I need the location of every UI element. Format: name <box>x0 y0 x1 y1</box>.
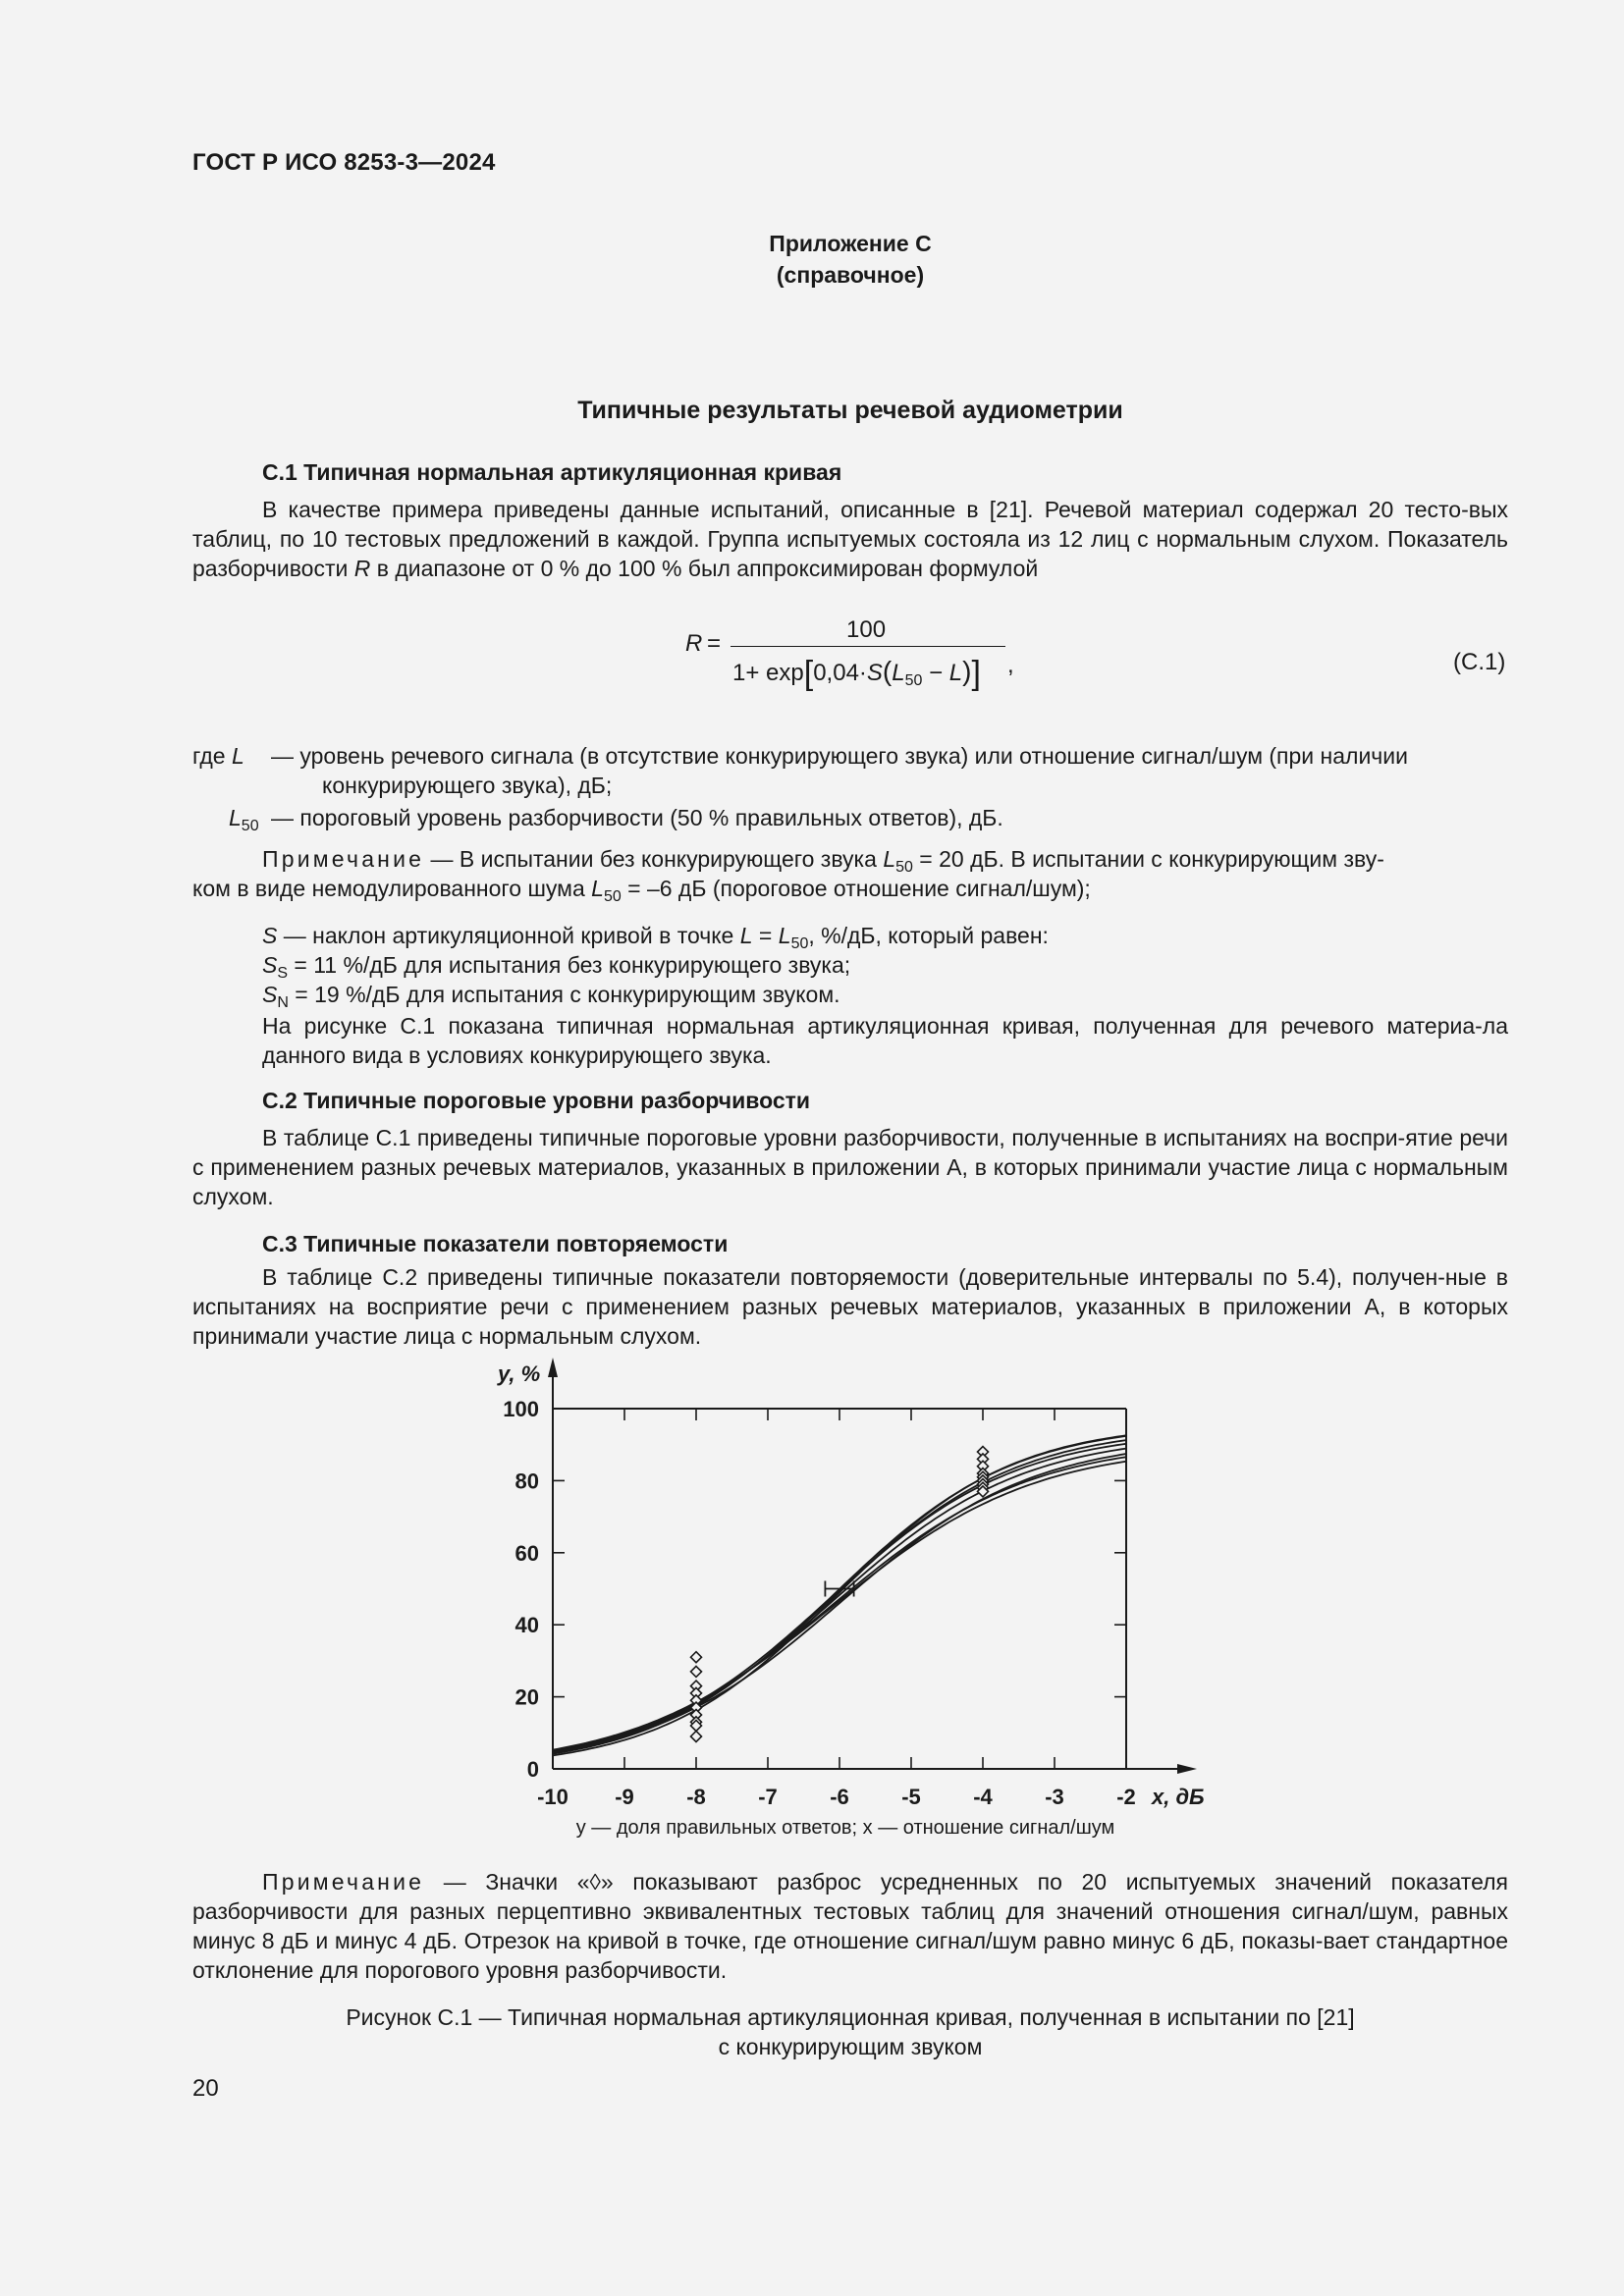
figure-caption <box>192 2002 1508 2061</box>
y-tick-label: 60 <box>514 1540 539 1566</box>
x-tick-label: -8 <box>686 1785 706 1809</box>
sn-sub: N <box>277 994 289 1011</box>
annex-heading <box>192 228 1508 291</box>
figure-caption-line-2: с конкурирующим звуком <box>718 2034 983 2059</box>
den-minus: − <box>929 660 944 686</box>
page-number: 20 <box>192 2075 219 2102</box>
definition-l: — уровень речевого сигнала (в отсутствие конкурирующего звука) или отношение сигнал/шум (при наличии <box>271 743 1408 769</box>
scatter-diamond <box>691 1652 702 1663</box>
annex-subtitle: (справочное) <box>776 262 925 288</box>
l50-letter: L <box>229 805 242 830</box>
den-s: S <box>866 660 883 686</box>
x-tick-label: -4 <box>973 1785 993 1809</box>
figure-reference-paragraph <box>262 1011 1508 1070</box>
x-axis-arrow <box>1177 1764 1197 1774</box>
where-word: где <box>192 743 226 769</box>
chart-legend-text: у — доля правильных ответов; х — отношение сигнал/шум <box>575 1817 1115 1839</box>
main-title: Типичные результаты речевой аудиометрии <box>577 397 1123 424</box>
den-coef: 0,04· <box>813 660 867 686</box>
note-line-2 <box>192 876 1091 905</box>
y-axis-arrow <box>548 1358 558 1377</box>
slope-sn <box>262 982 840 1011</box>
ss-text: = 11 %/дБ для испытания без конкурирующего звука; <box>288 952 851 978</box>
paren-open: ( <box>882 656 893 686</box>
scatter-diamond <box>691 1731 702 1741</box>
articulation-curve <box>553 1462 1126 1750</box>
section-c2-heading: С.2 Типичные пороговые уровни разборчивости <box>262 1088 811 1113</box>
note-text-c: ком в виде немодулированного шума <box>192 876 592 901</box>
slope-sub: 50 <box>790 935 809 952</box>
note-word: Примечание <box>262 846 425 872</box>
formula-numerator: 100 <box>846 616 887 643</box>
formula-equals: = <box>707 630 722 657</box>
formula-c1 <box>0 614 1624 692</box>
sn-text: = 19 %/дБ для испытания с конкурирующим звуком. <box>288 982 840 1007</box>
c1-text-a: В качестве примера приведены данные испытаний, описанные в [21]. Речевой материал содержал 20 тесто-вых таблиц, по 10 тестовых предложений в каждой. Группа испытуемых состояла из 12 лиц с нормальным слухом. Показатель разборчивости <box>192 497 1508 581</box>
articulation-curve <box>553 1440 1126 1753</box>
definition-l-cont: конкурирующего звука), дБ; <box>322 773 613 798</box>
x-axis-label: х, дБ <box>1152 1785 1205 1809</box>
note-text-b: = 20 дБ. В испытании с конкурирующим зву- <box>912 846 1384 872</box>
den-l50: L <box>892 660 905 686</box>
articulation-curve-chart <box>471 1350 1237 1850</box>
x-tick-label: -10 <box>537 1785 568 1809</box>
figure-caption-line-1: Рисунок С.1 — Типичная нормальная артикуляционная кривая, полученная в испытании по [21] <box>346 2004 1355 2030</box>
section-c1-paragraph <box>192 495 1508 583</box>
den-l: L <box>948 660 963 686</box>
ss-s: S <box>262 952 278 978</box>
y-tick-label: 0 <box>526 1757 539 1782</box>
figure-reference-text: На рисунке С.1 показана типичная нормальная артикуляционная кривая, полученная для речевого материа-ла данного вида в условиях конкурирующего звука. <box>262 1013 1508 1068</box>
formula-comma: , <box>1007 652 1014 678</box>
formula-lhs: R <box>685 630 703 657</box>
slope-text-b: , %/дБ, который равен: <box>808 923 1049 948</box>
den-sub: 50 <box>904 672 923 689</box>
l50-sub: 50 <box>241 818 259 834</box>
note-l2: L <box>591 876 604 901</box>
definition-l50: — пороговый уровень разборчивости (50 % правильных ответов), дБ. <box>271 805 1003 830</box>
y-tick-label: 100 <box>503 1397 539 1421</box>
note-text-a: — В испытании без конкурирующего звука <box>424 846 884 872</box>
section-c2-paragraph: В таблице С.1 приведены типичные пороговые уровни разборчивости, полученные в испытаниях на воспри-ятие речи с применением разных речевых материалов, указанных в приложении А, в которых принимали участие лица с нормальным слухом. <box>192 1125 1508 1209</box>
den-exp: exp <box>766 660 804 686</box>
section-c3-heading: С.3 Типичные показатели повторяемости <box>262 1231 729 1256</box>
y-tick-label: 40 <box>514 1613 539 1638</box>
definition-l50-symbol <box>229 805 259 834</box>
note-l: L <box>883 846 896 872</box>
fraction-bar <box>731 646 1005 647</box>
where-label <box>192 743 244 770</box>
symbol-r: R <box>353 556 371 581</box>
slope-l: L <box>739 923 753 948</box>
y-tick-label: 80 <box>514 1468 539 1494</box>
section-c3-paragraph: В таблице С.2 приведены типичные показатели повторяемости (доверительные интервалы по 5.4), получен-ные в испытаниях на восприятие речи с применением разных речевых материалов, указанных в приложении А, в которых принимали участие лица с нормальным слухом. <box>192 1264 1508 1349</box>
den-one: 1+ <box>732 660 760 686</box>
note-text-d: = –6 дБ (пороговое отношение сигнал/шум); <box>621 876 1091 901</box>
formula-number: (С.1) <box>1453 649 1506 675</box>
document-code-header: ГОСТ Р ИСО 8253-3—2024 <box>192 149 496 176</box>
articulation-curve <box>553 1444 1126 1752</box>
ss-sub: S <box>277 965 289 982</box>
slope-ss <box>262 952 851 982</box>
slope-eq: = <box>752 923 779 948</box>
y-axis-label: у, % <box>498 1362 541 1386</box>
paren-close: ) <box>962 656 972 686</box>
where-symbol-l: L <box>231 743 244 769</box>
c1-text-b: в диапазоне от 0 % до 100 % был аппроксимирован формулой <box>370 556 1039 581</box>
x-tick-label: -2 <box>1116 1785 1136 1809</box>
slope-definition <box>262 923 1049 952</box>
section-c1-heading: С.1 Типичная нормальная артикуляционная кривая <box>262 459 842 485</box>
slope-l50: L <box>778 923 791 948</box>
figure-note-text: — Значки «◊» показывают разброс усредненных по 20 испытуемых значений показателя разборчивости для разных перцептивно эквивалентных тестовых таблиц для значений отношения сигнал/шум, равных минус 8 дБ и минус 4 дБ. Отрезок на кривой в точке, где отношение сигнал/шум равно минус 6 дБ, показы-вает стандартное отклонение для порогового уровня разборчивости. <box>192 1869 1508 1983</box>
annex-title: Приложение С <box>769 231 932 256</box>
sn-s: S <box>262 982 278 1007</box>
x-tick-label: -5 <box>901 1785 921 1809</box>
x-tick-label: -6 <box>830 1785 849 1809</box>
slope-s: S <box>262 923 278 948</box>
note-line-1 <box>262 846 1384 876</box>
articulation-curve <box>553 1454 1126 1752</box>
bracket-open: [ <box>803 655 814 692</box>
scatter-diamond <box>691 1666 702 1677</box>
x-tick-label: -9 <box>615 1785 634 1809</box>
note-sub2: 50 <box>603 888 622 905</box>
formula-denominator <box>732 655 981 693</box>
y-tick-label: 20 <box>514 1684 539 1710</box>
bracket-close: ] <box>971 655 981 692</box>
slope-text-a: — наклон артикуляционной кривой в точке <box>277 923 740 948</box>
note-sub: 50 <box>895 859 913 876</box>
x-tick-label: -3 <box>1045 1785 1064 1809</box>
figure-note <box>192 1867 1508 1985</box>
figure-note-word: Примечание <box>262 1869 425 1895</box>
x-tick-label: -7 <box>758 1785 778 1809</box>
